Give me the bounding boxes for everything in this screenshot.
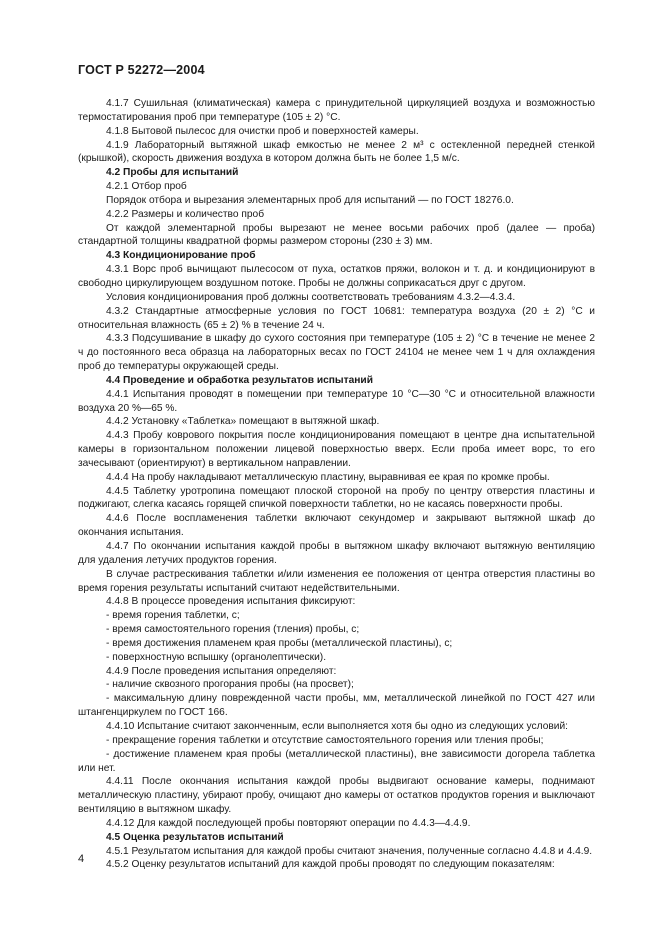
section-heading: 4.4 Проведение и обработка результатов испытаний — [106, 374, 373, 386]
paragraph: 4.4.5 Таблетку уротропина помещают плоской стороной на пробу по центру отверстия пластины и поджигают, слегка касаясь горящей спичкой поверхности таблетки, но не касаясь поверхности пробы. — [78, 485, 595, 511]
paragraph: - время самостоятельного горения (тления) пробы, с; — [106, 624, 360, 636]
paragraph: В случае растрескивания таблетки и/или изменения ее положения от центра отверстия пластины во время горения результаты испытаний считают недействительными. — [78, 568, 595, 594]
section-heading: 4.3 Кондиционирование проб — [106, 250, 256, 262]
paragraph: - время достижения пламенем края пробы (металлической пластины), с; — [106, 637, 453, 649]
paragraph: - поверхностную вспышку (органолептически). — [106, 651, 327, 663]
page-number: 4 — [78, 853, 85, 865]
paragraph: 4.5.1 Результатом испытания для каждой пробы считают значения, полученные согласно 4.4.8 и 4.4.9. — [106, 845, 593, 857]
paragraph: 4.3.1 Ворс проб вычищают пылесосом от пуха, остатков пряжи, волокон и т. д. и кондиционируют в свободно циркулирующем воздушном потоке. Пробы не должны соприкасаться друг с другом. — [78, 264, 595, 289]
section-heading: 4.5 Оценка результатов испытаний — [106, 831, 284, 843]
paragraph: Порядок отбора и вырезания элементарных проб для испытаний — по ГОСТ 18276.0. — [106, 194, 514, 206]
paragraph: 4.4.7 По окончании испытания каждой пробы в вытяжном шкафу включают вытяжную вентиляцию для удаления летучих продуктов горения. — [78, 541, 595, 566]
paragraph: 4.5.2 Оценку результатов испытаний для каждой пробы проводят по следующим показателям: — [106, 859, 555, 871]
document-body — [78, 97, 595, 872]
paragraph: - максимальную длину поврежденной части пробы, мм, металлической линейкой по ГОСТ 427 или штангенциркулем по ГОСТ 166. — [78, 693, 595, 719]
paragraph: От каждой элементарной пробы вырезают не менее восьми рабочих проб (далее — проба) стандартной толщины квадратной формы размером стороны (230 ± 3) мм. — [78, 222, 595, 248]
paragraph: 4.3.2 Стандартные атмосферные условия по ГОСТ 10681: температура воздуха (20 ± 2) °С и относительная влажность (65 ± 2) % в течение 24 ч. — [78, 305, 595, 331]
paragraph: 4.4.11 После окончания испытания каждой пробы выдвигают основание камеры, поднимают металлическую пластину, убирают пробу, очищают дно камеры от остатков продуктов горения и выключают вентиляцию в вытяжном шкафу. — [78, 776, 595, 816]
paragraph: - достижение пламенем края пробы (металлической пластины), вне зависимости догорела таблетка или нет. — [78, 748, 595, 774]
paragraph: Условия кондиционирования проб должны соответствовать требованиям 4.3.2—4.3.4. — [106, 291, 516, 303]
paragraph: 4.4.6 После воспламенения таблетки включают секундомер и закрывают вытяжной шкаф до окончания испытания. — [78, 513, 595, 539]
document-header: ГОСТ Р 52272—2004 — [78, 63, 205, 77]
paragraph: 4.4.12 Для каждой последующей пробы повторяют операции по 4.4.3—4.4.9. — [106, 817, 471, 829]
section-heading: 4.2 Пробы для испытаний — [106, 167, 239, 179]
paragraph: - время горения таблетки, с; — [106, 610, 240, 622]
paragraph: 4.2.1 Отбор проб — [106, 181, 187, 193]
paragraph: 4.1.9 Лабораторный вытяжной шкаф емкостью не менее 2 м³ с остекленной передней стенкой (крышкой), скорость движения воздуха в котором должна быть не более 1,5 м/с. — [78, 139, 595, 165]
paragraph: - наличие сквозного прогорания пробы (на просвет); — [106, 679, 354, 691]
paragraph: 4.4.4 На пробу накладывают металлическую пластину, выравнивая ее края по кромке пробы. — [106, 471, 550, 483]
paragraph: 4.4.3 Пробу коврового покрытия после кондиционирования помещают в центре дна испытательной камеры в горизонтальном положении лицевой поверхностью вверх. Если проба имеет ворс, то его зачесывают (ориентируют) в вертикальном направлении. — [78, 430, 595, 469]
paragraph: 4.3.3 Подсушивание в шкафу до сухого состояния при температуре (105 ± 2) °С в течение не менее 2 ч до постоянного веса образца на лабораторных весах по ГОСТ 24104 не менее чем 1 ч для охлаждения проб до температуры окружающей среды. — [78, 333, 595, 373]
paragraph: 4.1.8 Бытовой пылесос для очистки проб и поверхностей камеры. — [106, 125, 419, 137]
paragraph: - прекращение горения таблетки и отсутствие самостоятельного горения или тления пробы; — [106, 734, 544, 746]
paragraph: 4.4.2 Установку «Таблетка» помещают в вытяжной шкаф. — [106, 416, 380, 428]
paragraph: 4.1.7 Сушильная (климатическая) камера с принудительной циркуляцией воздуха и возможностью термостатирования проб при температуре (105 ± 2) °С. — [78, 98, 595, 123]
paragraph: 4.4.1 Испытания проводят в помещении при температуре 10 °С—30 °С и относительной влажности воздуха 20 %—65 %. — [78, 388, 595, 414]
paragraph: 4.4.10 Испытание считают законченным, если выполняется хотя бы одно из следующих условий: — [106, 720, 568, 732]
paragraph: 4.2.2 Размеры и количество проб — [106, 208, 265, 220]
paragraph: 4.4.9 После проведения испытания определяют: — [106, 665, 337, 677]
paragraph: 4.4.8 В процессе проведения испытания фиксируют: — [106, 596, 356, 608]
